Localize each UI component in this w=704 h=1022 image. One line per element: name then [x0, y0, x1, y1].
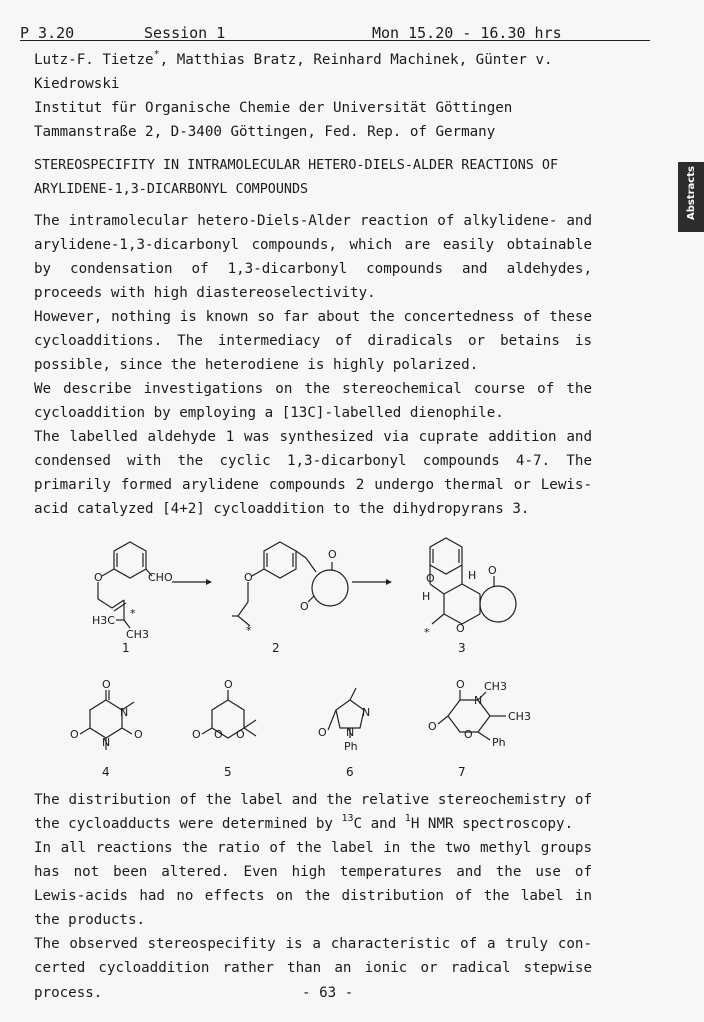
atom-label: Ph	[492, 736, 506, 749]
atom-label: H3C	[92, 614, 115, 627]
page-number: - 63 -	[302, 985, 354, 1001]
structure-number: 3	[458, 641, 466, 655]
atom-label: CH3	[126, 628, 149, 641]
atom-label: H	[468, 569, 477, 582]
atom-label: O	[426, 572, 435, 585]
body-line: condensed with the cyclic 1,3-dicarbonyl compounds 4-7. The	[34, 453, 592, 469]
body-line: cycloadditions. The intermediacy of diradicals or betains is	[34, 333, 592, 349]
structure-2	[232, 542, 348, 655]
body-line: We describe investigations on the stereochemical course of the	[34, 381, 592, 397]
atom-label: CHO	[148, 571, 173, 584]
body-line: has not been altered. Even high temperatures and the use of	[34, 864, 592, 880]
structure-number: 1	[122, 641, 130, 655]
atom-label: O	[456, 678, 465, 691]
atom-label: O	[214, 728, 223, 741]
atom-label: O	[70, 728, 79, 741]
body-line: acid catalyzed [4+2] cycloaddition to the dihydropyrans 3.	[34, 501, 530, 517]
atom-label: N	[120, 706, 129, 719]
atom-label: O	[94, 571, 103, 584]
atom-label: O	[224, 678, 233, 691]
atom-label: O	[236, 728, 245, 741]
body-line: The intramolecular hetero-Diels-Alder reaction of alkylidene- and	[34, 213, 592, 229]
isotope-marker: *	[130, 607, 136, 620]
authors-line-2: Kiedrowski	[34, 76, 120, 92]
session-label: Session 1	[144, 24, 226, 42]
body-line: Lewis-acids had no effects on the distribution of the label in	[34, 888, 592, 904]
atom-label: O	[328, 548, 337, 561]
atom-label: O	[488, 564, 497, 577]
isotope-marker: *	[424, 626, 430, 639]
atom-label: O	[244, 571, 253, 584]
body-line: by condensation of 1,3-dicarbonyl compounds and aldehydes,	[34, 261, 592, 277]
atom-label: CH3	[484, 680, 507, 693]
structure-5	[192, 678, 256, 779]
abstracts-tab[interactable]: Abstracts	[678, 162, 704, 232]
atom-label: CH3	[508, 710, 531, 723]
abstract-code: P 3.20	[20, 24, 75, 42]
atom-label: O	[102, 678, 111, 691]
isotope-label: [13C]	[281, 405, 325, 421]
structure-6	[318, 688, 370, 779]
structure-number: 6	[346, 765, 354, 779]
session-time: Mon 15.20 - 16.30 hrs	[372, 24, 562, 42]
affiliation-line-2: Tammanstraße 2, D-3400 Göttingen, Fed. Rep. of Germany	[34, 124, 496, 140]
reaction-scheme	[60, 524, 580, 786]
body-line: certed cycloaddition rather than an ionic or radical stepwise	[34, 960, 592, 976]
atom-label: H	[422, 590, 431, 603]
body-line: However, nothing is known so far about the concertedness of these	[34, 309, 592, 325]
body-line: primarily formed arylidene compounds 2 undergo thermal or Lewis-	[34, 477, 592, 493]
structure-4	[70, 678, 143, 779]
structure-1	[92, 542, 173, 655]
structure-7	[428, 678, 531, 779]
atom-label: N	[362, 706, 371, 719]
nmr-line: the cycloadducts were determined by $^{13}$C and $^1$H NMR spectroscopy.	[34, 813, 574, 832]
structure-3	[422, 538, 516, 655]
body-line: In all reactions the ratio of the label in the two methyl groups	[34, 840, 592, 856]
affiliation-line-1: Institut für Organische Chemie der Universität Göttingen	[34, 100, 513, 116]
atom-label: N	[346, 726, 355, 739]
atom-label: O	[318, 726, 327, 739]
title-line-2: ARYLIDENE-1,3-DICARBONYL COMPOUNDS	[34, 182, 309, 197]
atom-label: O	[192, 728, 201, 741]
body-line: process.	[34, 985, 103, 1001]
body-line: The distribution of the label and the relative stereochemistry of	[34, 792, 592, 808]
atom-label: O	[134, 728, 143, 741]
atom-label: O	[428, 720, 437, 733]
body-line: possible, since the heterodiene is highly polarized.	[34, 357, 479, 373]
atom-label: N	[102, 736, 111, 749]
structure-number: 7	[458, 765, 466, 779]
body-line: arylidene-1,3-dicarbonyl compounds, which are easily obtainable	[34, 237, 592, 253]
atom-label: Ph	[344, 740, 358, 753]
body-line: proceeds with high diastereoselectivity.	[34, 285, 376, 301]
header-rule	[20, 40, 650, 41]
atom-label: O	[300, 600, 309, 613]
atom-label: O	[456, 622, 465, 635]
label-line: cycloaddition by employing a [13C]-labelled dienophile.	[34, 405, 504, 421]
structure-number: 4	[102, 765, 110, 779]
body-line: The observed stereospecifity is a characteristic of a truly con-	[34, 936, 592, 952]
body-line: the products.	[34, 912, 146, 928]
atom-label: N	[474, 694, 483, 707]
authors-line-1: Lutz-F. Tietze*, Matthias Bratz, Reinhard Machinek, Günter v.	[34, 49, 553, 68]
body-line: The labelled aldehyde 1 was synthesized via cuprate addition and	[34, 429, 592, 445]
structure-number: 2	[272, 641, 280, 655]
structure-number: 5	[224, 765, 232, 779]
isotope-marker: *	[246, 624, 252, 637]
atom-label: O	[464, 728, 473, 741]
title-line-1: STEREOSPECIFITY IN INTRAMOLECULAR HETERO-DIELS-ALDER REACTIONS OF	[34, 158, 559, 173]
